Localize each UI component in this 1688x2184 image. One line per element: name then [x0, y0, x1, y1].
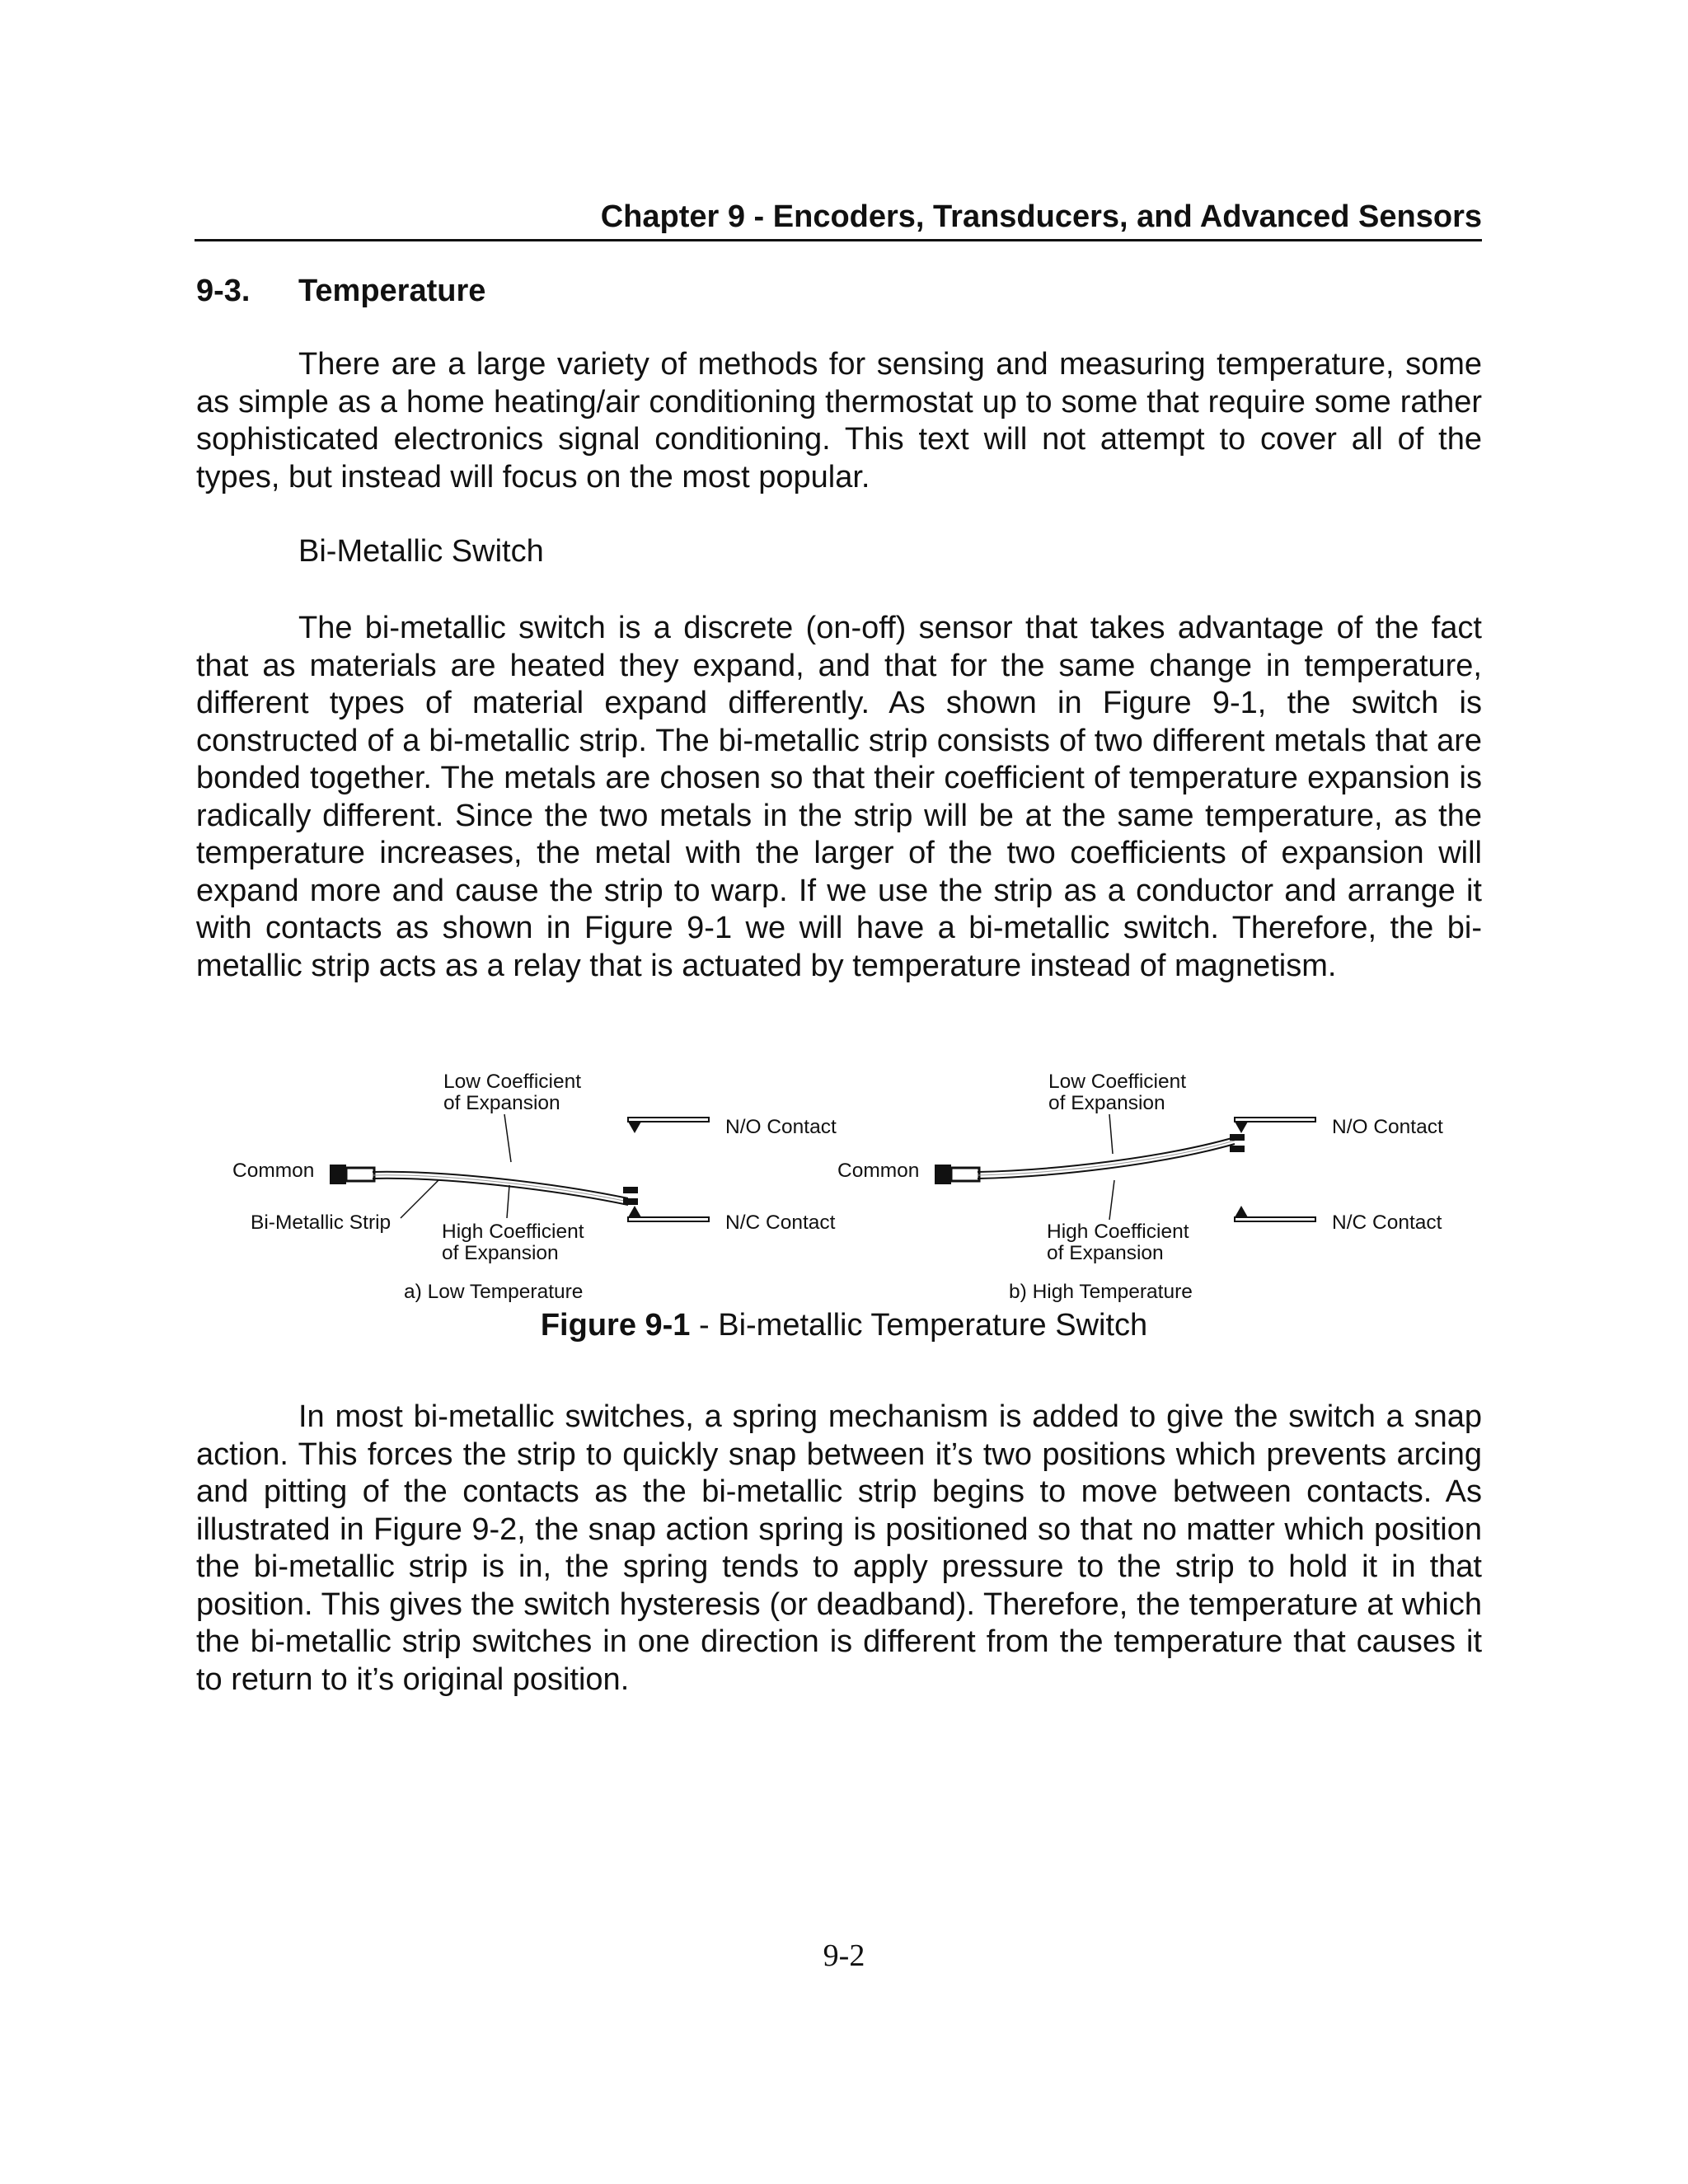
b-nc-contact-arm: [1235, 1217, 1315, 1221]
b-high-coef-line2: of Expansion: [1047, 1242, 1164, 1264]
section-heading: [196, 270, 485, 312]
b-low-coef-leader: [1109, 1114, 1113, 1154]
b-nc-contact-point: [1235, 1206, 1248, 1217]
a-high-coef-leader: [507, 1185, 509, 1218]
b-high-coef-leader: [1109, 1180, 1114, 1220]
b-no-contact-arm: [1235, 1118, 1315, 1122]
a-no-contact-point: [628, 1122, 641, 1133]
b-high-coef-line1: High Coefficient: [1047, 1221, 1189, 1243]
a-low-coef-leader: [504, 1114, 511, 1162]
a-low-coef-line2: of Expansion: [443, 1092, 560, 1114]
section-number: 9-3.: [196, 274, 251, 308]
snap-action-paragraph: In most bi-metallic switches, a spring mechanism is added to give the switch a snap action. This forces the strip to quickly snap between it’s two positions which prevents arcing and pitting of the contacts as the bi-metallic strip begins to move between contacts. As illustrated in Figure 9-2, the snap action spring is positioned so that no matter which position the bi-metallic strip is in, the spring tends to apply pressure to the strip to hold it in that position. This gives the switch hysteresis (or deadband). Therefore, the temperature at which the bi-metallic strip switches in one direction is different from the temperature that causes it to return to it’s original position.: [196, 1399, 1482, 1697]
figure-caption-text: - Bi-metallic Temperature Switch: [690, 1308, 1148, 1343]
b-common-label: Common: [837, 1160, 920, 1182]
panel-b: [837, 1071, 1443, 1302]
figure-caption: [0, 1306, 1688, 1344]
b-strip-contact-bottom: [1230, 1146, 1245, 1152]
b-strip-upper-edge: [978, 1137, 1235, 1172]
b-no-contact-label: N/O Contact: [1332, 1116, 1443, 1138]
a-high-coef-line2: of Expansion: [442, 1242, 559, 1264]
a-panel-caption: a) Low Temperature: [404, 1281, 584, 1302]
a-low-coef-line1: Low Coefficient: [443, 1071, 582, 1093]
figure-9-1-diagram: [198, 1055, 1517, 1302]
a-nc-contact-point: [628, 1206, 641, 1217]
a-no-contact-label: N/O Contact: [725, 1116, 837, 1138]
b-low-coef-line2: of Expansion: [1048, 1092, 1165, 1114]
a-high-coef-line1: High Coefficient: [442, 1221, 584, 1243]
a-no-contact-arm: [628, 1118, 709, 1122]
running-header: Chapter 9 - Encoders, Transducers, and Advanced Sensors: [195, 196, 1482, 241]
a-strip-contact-bottom: [623, 1198, 638, 1205]
panel-a: [232, 1071, 837, 1302]
b-strip-contact-top: [1230, 1134, 1245, 1141]
b-low-coef-line1: Low Coefficient: [1048, 1071, 1187, 1093]
figure-caption-label: Figure 9-1: [540, 1308, 691, 1343]
section-title: Temperature: [298, 274, 486, 308]
subheading-bimetallic-switch: Bi-Metallic Switch: [298, 534, 544, 569]
page-number: 9-2: [823, 1938, 865, 1973]
a-common-clamp: [346, 1168, 374, 1181]
a-strip-contact-top: [623, 1187, 638, 1193]
b-panel-caption: b) High Temperature: [1009, 1281, 1193, 1302]
a-common-label: Common: [232, 1160, 315, 1182]
a-strip-label: Bi-Metallic Strip: [251, 1212, 392, 1234]
b-common-terminal: [935, 1165, 951, 1184]
a-common-terminal: [330, 1165, 346, 1184]
a-nc-contact-arm: [628, 1217, 709, 1221]
a-nc-contact-label: N/C Contact: [725, 1212, 836, 1234]
b-nc-contact-label: N/C Contact: [1332, 1212, 1442, 1234]
b-common-clamp: [951, 1168, 979, 1181]
b-no-contact-point: [1235, 1122, 1248, 1133]
intro-paragraph: There are a large variety of methods for sensing and measuring temperature, some as simple as a home heating/air conditioning thermostat up to some that require some rather sophisticated electronics signal conditioning. This text will not attempt to cover all of the types, but instead will focus on the most popular.: [196, 347, 1482, 494]
a-strip-leader: [401, 1180, 438, 1218]
bimetallic-paragraph: The bi-metallic switch is a discrete (on-off) sensor that takes advantage of the fact that as materials are heated they expand, and that for the same change in temperature, different types of material expand differently. As shown in Figure 9-1, the switch is constructed of a bi-metallic strip. The bi-metallic strip consists of two different metals that are bonded together. The metals are chosen so that their coefficient of temperature expansion is radically different. Since the two metals in the strip will be at the same temperature, as the temperature increases, the metal with the larger of the two coefficients of expansion will expand more and cause the strip to warp. If we use the strip as a conductor and arrange it with contacts as shown in Figure 9-1 we will have a bi-metallic switch. Therefore, the bi-metallic strip acts as a relay that is actuated by temperature instead of magnetism.: [196, 611, 1482, 983]
